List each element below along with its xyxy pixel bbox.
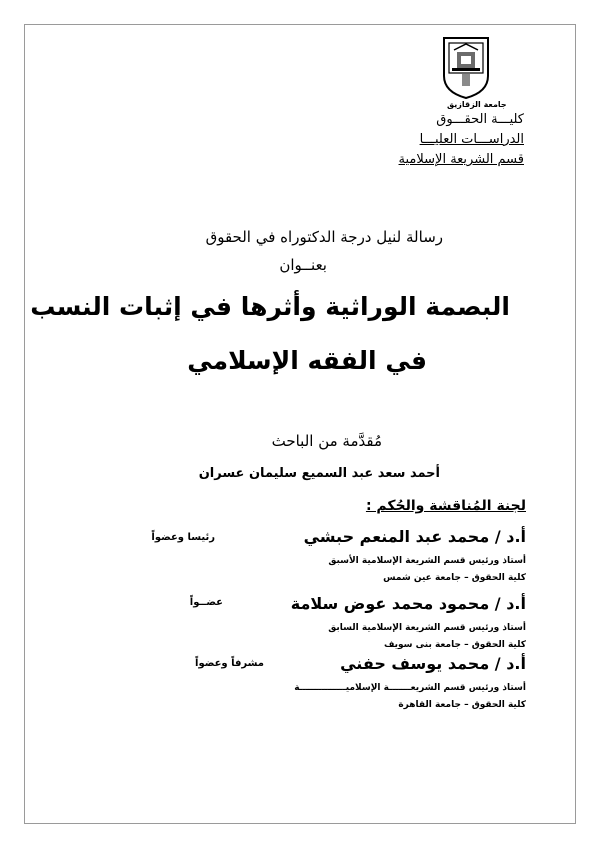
member-name-1: أ.د / محمد عبد المنعم حبشي xyxy=(303,527,526,546)
member-affiliation-1: كلية الحقوق – جامعة عين شمس xyxy=(383,573,526,583)
degree-line: رسالة لنيل درجة الدكتوراه في الحقوق xyxy=(205,228,443,246)
titled-label: بعنــوان xyxy=(279,256,327,274)
committee-heading: لجنة المُناقشة والحُكم : xyxy=(365,498,526,514)
member-position-3: أستاذ ورئيس قسم الشريعـــــــة الإسلاميـــــــــــــــة xyxy=(294,683,526,693)
member-position-2: أستاذ ورئيس قسم الشريعة الإسلامية السابق xyxy=(328,623,526,633)
thesis-title-line1: البصمة الوراثية وأثرها في إثبات النسب xyxy=(30,292,510,321)
member-role-1: رئيسا وعضواً xyxy=(151,532,215,543)
member-role-3: مشرفاً وعضواً xyxy=(195,658,264,669)
member-affiliation-2: كلية الحقوق – جامعة بنى سويف xyxy=(383,640,526,650)
member-affiliation-3: كلية الحقوق – جامعة القاهرة xyxy=(398,700,526,710)
researcher-name: أحمد سعد عبد السميع سليمان عسران xyxy=(198,466,440,481)
member-name-3: أ.د / محمد يوسف حفني xyxy=(340,654,526,673)
submitted-by-label: مُقدَّمة من الباحث xyxy=(271,432,382,450)
university-logo xyxy=(440,36,492,100)
graduate-studies-label: الدراســـات العليـــا xyxy=(419,132,524,147)
member-name-2: أ.د / محمود محمد عوض سلامة xyxy=(290,594,526,613)
member-role-2: عضــواً xyxy=(189,597,223,608)
thesis-title-line2: في الفقه الإسلامي xyxy=(187,346,427,375)
university-logo-text: جامعة الزقازيق xyxy=(447,100,507,109)
college-label: كليـــة الحقـــوق xyxy=(436,112,524,127)
member-position-1: أستاذ ورئيس قسم الشريعة الإسلامية الأسبق xyxy=(328,556,526,566)
department-label: قسم الشريعة الإسلامية xyxy=(398,152,524,167)
